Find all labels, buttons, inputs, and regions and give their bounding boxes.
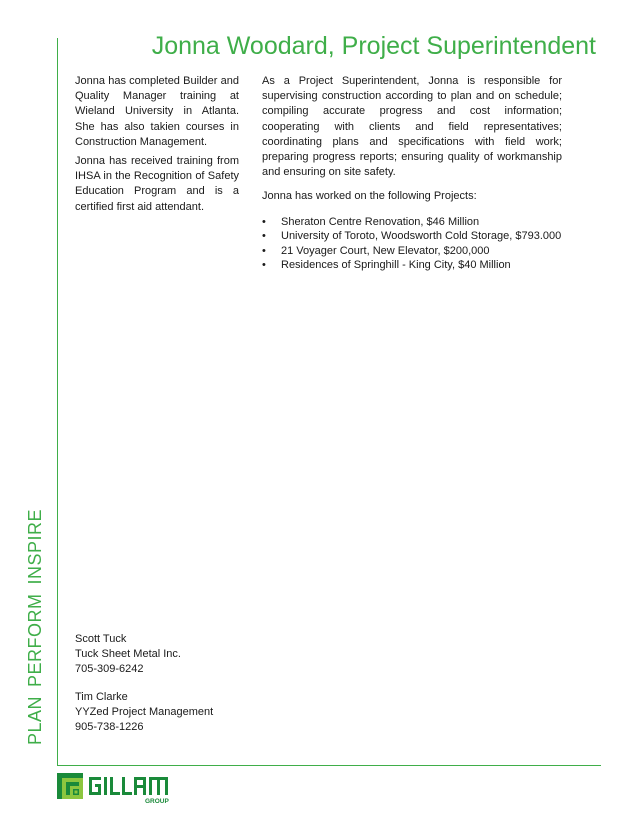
vertical-tagline <box>25 509 46 745</box>
reference-entry <box>75 690 275 735</box>
project-item <box>262 258 562 273</box>
left-border-line <box>57 38 58 765</box>
gillam-logo <box>57 771 179 805</box>
bottom-border-line <box>57 765 601 766</box>
project-text: 21 Voyager Court, New Elevator, $200,000 <box>281 244 490 257</box>
reference-company: Tuck Sheet Metal Inc. <box>75 648 181 660</box>
projects-list <box>262 215 562 273</box>
logo-group-text: GROUP <box>145 798 169 805</box>
tagline-plan: PLAN <box>25 695 45 745</box>
reference-name: Scott Tuck <box>75 633 127 645</box>
reference-phone: 905-738-1226 <box>75 721 144 733</box>
bullet-icon: • <box>262 259 266 272</box>
bullet-icon: • <box>262 215 266 228</box>
gillam-maze-logo-icon <box>57 773 83 799</box>
bullet-icon: • <box>262 230 266 243</box>
safety-paragraph: Jonna has received training from IHSA in the Recognition of Safety Education Program and is a certified first aid attendant. <box>75 155 239 213</box>
project-item <box>262 244 562 259</box>
project-text: Residences of Springhill - King City, $40 Million <box>281 259 511 272</box>
responsibilities-paragraph: As a Project Superintendent, Jonna is responsible for supervising construction according to plan and on schedule; compiling accurate progress and cost information; cooperating with clients and field representatives; coordinating plans and specifications with field work; preparing progress reports; ensuring quality of workmanship and ensuring on site safety. <box>262 75 562 179</box>
project-item <box>262 229 562 244</box>
references <box>75 632 275 748</box>
reference-name: Tim Clarke <box>75 691 128 703</box>
training-paragraph: Jonna has completed Builder and Quality Manager training at Wieland University in Atlanta. She has also takien courses in Construction Management. <box>75 75 239 148</box>
project-text: Sheraton Centre Renovation, $46 Million <box>281 215 480 228</box>
right-column <box>262 74 562 273</box>
projects-heading: Jonna has worked on the following Projects: <box>262 190 477 203</box>
project-text: University of Toroto, Woodsworth Cold Storage, $793.000 <box>281 230 562 243</box>
reference-phone: 705-309-6242 <box>75 663 144 675</box>
project-item <box>262 215 562 230</box>
reference-entry <box>75 632 275 677</box>
reference-company: YYZed Project Management <box>75 706 214 718</box>
page-title: Jonna Woodard, Project Superintendent <box>151 32 596 60</box>
tagline-perform: PERFORM <box>25 593 45 687</box>
left-column <box>75 74 239 219</box>
gillam-wordmark <box>89 777 168 795</box>
tagline-inspire: INSPIRE <box>25 508 45 585</box>
bullet-icon: • <box>262 244 266 257</box>
